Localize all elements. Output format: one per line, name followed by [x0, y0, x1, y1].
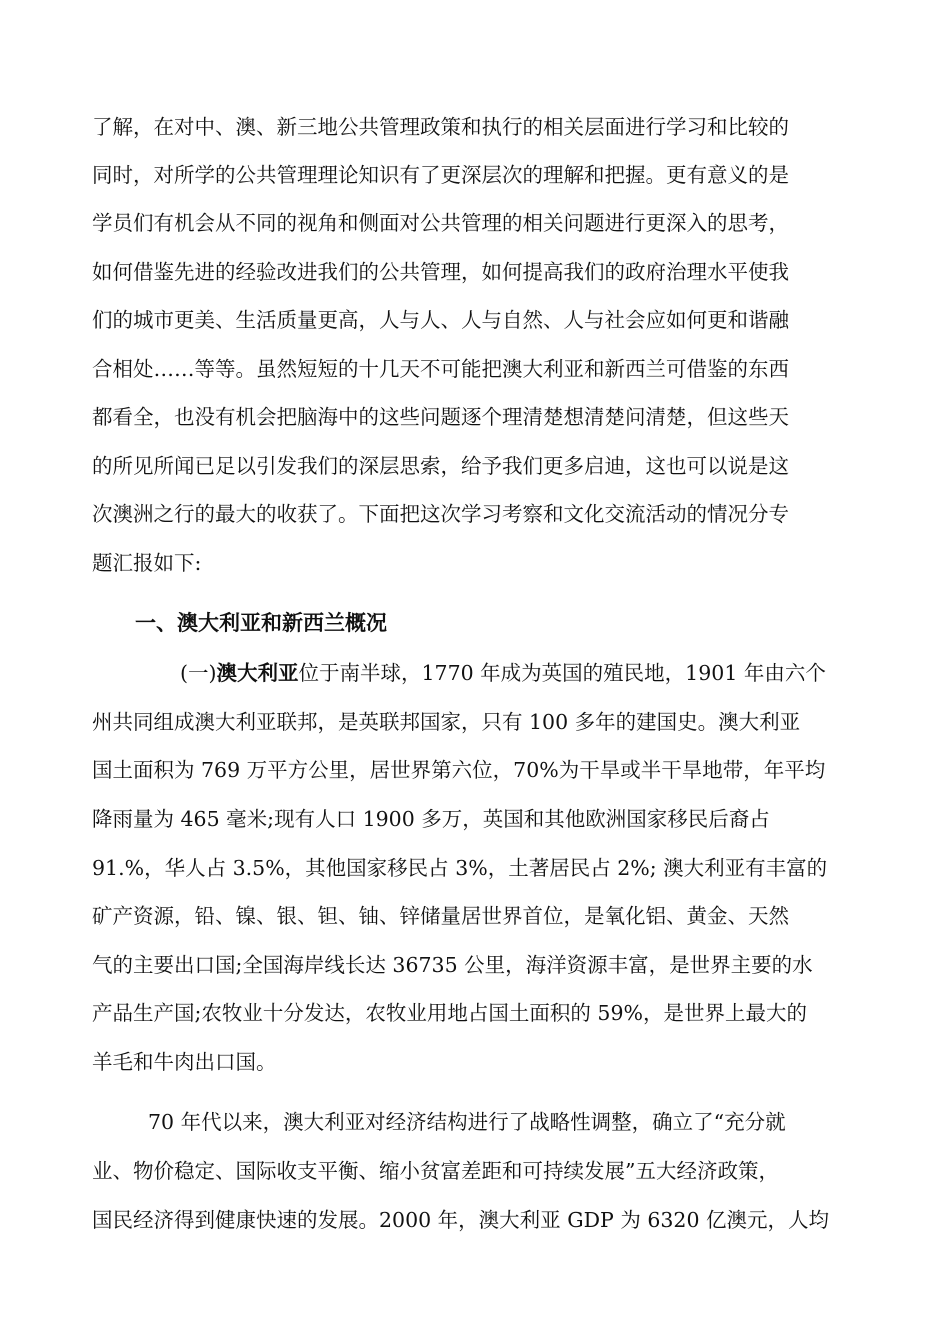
subsection-line: 产品生产国;农牧业十分发达，农牧业用地占国土面积的 59%，是世界上最大的 [92, 1001, 807, 1025]
subsection-line: 矿产资源，铅、镍、银、钽、铀、锌储量居世界首位，是氧化铝、黄金、天然 [92, 904, 789, 928]
subsection-term: 澳大利亚 [216, 661, 299, 685]
intro-line: 都看全，也没有机会把脑海中的这些问题逐个理清楚想清楚问清楚，但这些天 [92, 405, 789, 429]
subsection-prefix: (一) [180, 661, 217, 685]
subsection-line: 降雨量为 465 毫米;现有人口 1900 多万，英国和其他欧洲国家移民后裔占 [92, 807, 770, 831]
intro-line: 的所见所闻已足以引发我们的深层思索，给予我们更多启迪，这也可以说是这 [92, 454, 789, 478]
intro-line: 合相处……等等。虽然短短的十几天不可能把澳大利亚和新西兰可借鉴的东西 [92, 357, 789, 381]
economy-line: 国民经济得到健康快速的发展。2000 年，澳大利亚 GDP 为 6320 亿澳元，人均 [92, 1208, 830, 1232]
subsection-line: 州共同组成澳大利亚联邦，是英联邦国家，只有 100 多年的建国史。澳大利亚 [92, 710, 801, 734]
subsection-line: 国土面积为 769 万平方公里，居世界第六位，70%为干旱或半干旱地带，年平均 [92, 758, 826, 782]
subsection-first-line [180, 653, 826, 693]
intro-line: 同时，对所学的公共管理理论知识有了更深层次的理解和把握。更有意义的是 [92, 163, 789, 187]
subsection-first-line-text: 位于南半球，1770 年成为英国的殖民地，1901 年由六个 [298, 661, 826, 685]
intro-line: 学员们有机会从不同的视角和侧面对公共管理的相关问题进行更深入的思考， [92, 211, 789, 235]
section-heading: 一、澳大利亚和新西兰概况 [135, 611, 387, 635]
economy-line: 70 年代以来，澳大利亚对经济结构进行了战略性调整，确立了“充分就 [148, 1110, 786, 1134]
subsection-line: 气的主要出口国;全国海岸线长达 36735 公里，海洋资源丰富，是世界主要的水 [92, 953, 813, 977]
subsection-line: 羊毛和牛肉出口国。 [92, 1050, 277, 1074]
intro-line: 们的城市更美、生活质量更高，人与人、人与自然、人与社会应如何更和谐融 [92, 308, 789, 332]
intro-line: 题汇报如下: [92, 551, 202, 575]
intro-line: 如何借鉴先进的经验改进我们的公共管理，如何提高我们的政府治理水平使我 [92, 260, 789, 284]
intro-line: 了解，在对中、澳、新三地公共管理政策和执行的相关层面进行学习和比较的 [92, 115, 789, 139]
subsection-line: 91.%，华人占 3.5%，其他国家移民占 3%，土著居民占 2%; 澳大利亚有丰富的 [92, 856, 828, 880]
economy-line: 业、物价稳定、国际收支平衡、缩小贫富差距和可持续发展”五大经济政策， [92, 1159, 779, 1183]
intro-line: 次澳洲之行的最大的收获了。下面把这次学习考察和文化交流活动的情况分专 [92, 502, 789, 526]
